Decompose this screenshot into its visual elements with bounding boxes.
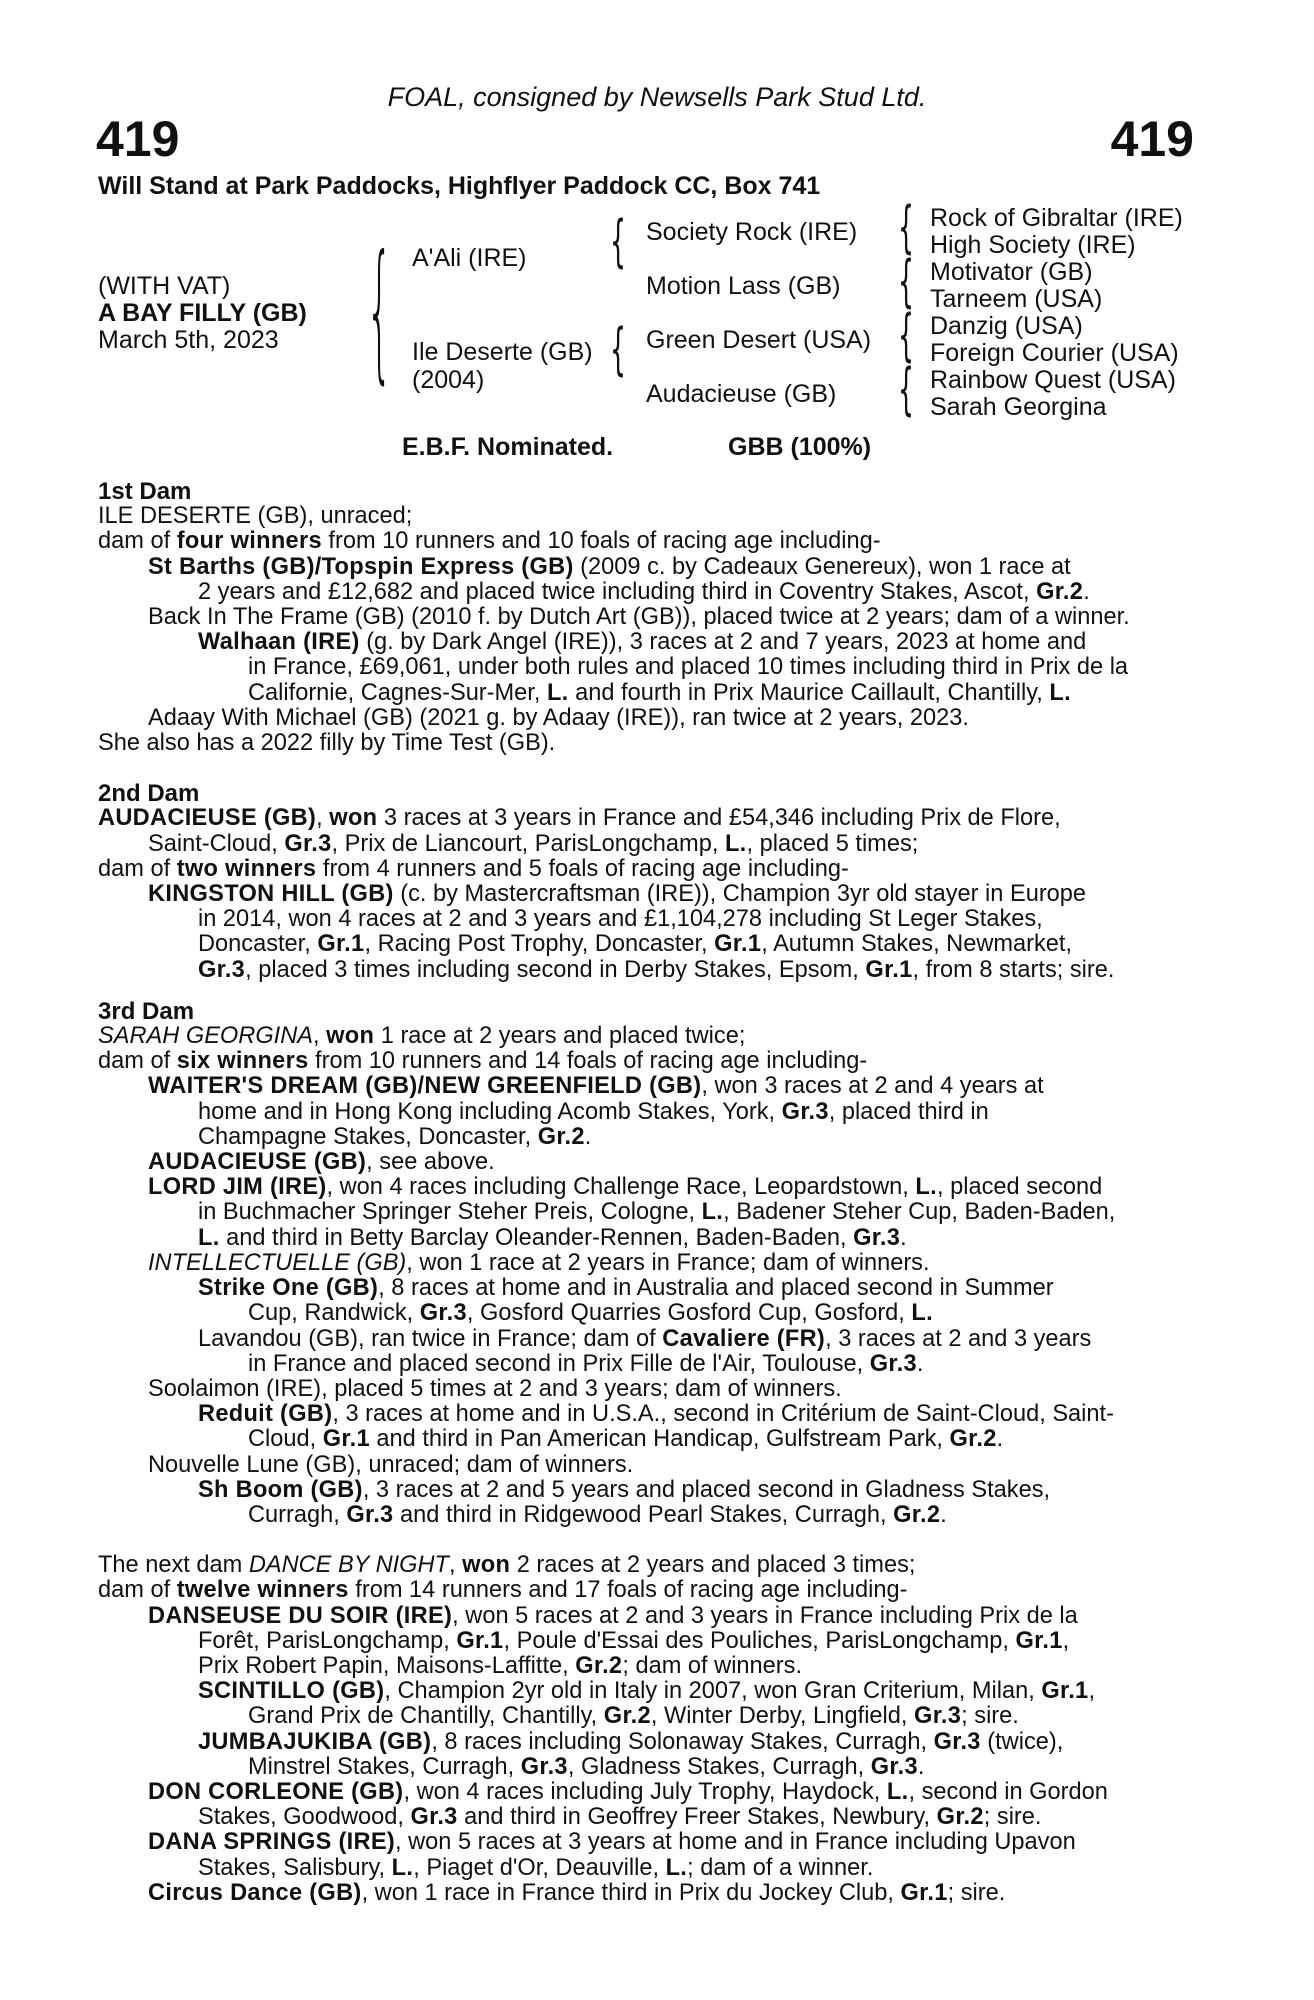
next-dam-line: Minstrel Stakes, Curragh, Gr.3, Gladness Stakes, Curragh, Gr.3. — [248, 1753, 925, 1780]
dam-year: (2004) — [412, 366, 485, 394]
ds-dam: Foreign Courier (USA) — [930, 339, 1179, 367]
next-dam-section — [98, 1553, 1198, 1906]
third-dam-line: Reduit (GB), 3 races at home and in U.S.A., second in Critérium de Saint-Cloud, Saint- — [198, 1401, 1114, 1428]
next-dam-line: DANSEUSE DU SOIR (IRE), won 5 races at 2 and 3 years in France including Prix de la — [148, 1602, 1078, 1629]
ss-dam: High Society (IRE) — [930, 231, 1136, 259]
second-dam-line: AUDACIEUSE (GB), won 3 races at 3 years in France and £54,346 including Prix de Flore, — [98, 805, 1061, 832]
second-dam-line: in 2014, won 4 races at 2 and 3 years and £1,104,278 including St Leger Stakes, — [198, 906, 1043, 933]
brace-sd: { — [898, 249, 915, 314]
third-dam-line: AUDACIEUSE (GB), see above. — [148, 1149, 495, 1176]
next-dam-line: Stakes, Goodwood, Gr.3 and third in Geoffrey Freer Stakes, Newbury, Gr.2; sire. — [198, 1804, 1042, 1831]
third-dam-line: Lavandou (GB), ran twice in France; dam of Cavaliere (FR), 3 races at 2 and 3 years — [198, 1325, 1092, 1352]
third-dam-line: Cloud, Gr.1 and third in Pan American Handicap, Gulfstream Park, Gr.2. — [248, 1426, 1004, 1453]
third-dam-line: INTELLECTUELLE (GB), won 1 race at 2 years in France; dam of winners. — [148, 1249, 930, 1276]
third-dam-line: Strike One (GB), 8 races at home and in Australia and placed second in Summer — [198, 1275, 1054, 1302]
dd-dam: Sarah Georgina — [930, 393, 1107, 421]
third-dam-line: Champagne Stakes, Doncaster, Gr.2. — [198, 1123, 592, 1150]
horse-name: A BAY FILLY (GB) — [98, 299, 307, 327]
first-dam-line: Walhaan (IRE) (g. by Dark Angel (IRE)), 3 races at 2 and 7 years, 2023 at home and — [198, 629, 1087, 656]
brace-dam: { — [610, 317, 627, 382]
third-dam-line: Cup, Randwick, Gr.3, Gosford Quarries Gosford Cup, Gosford, L. — [248, 1300, 933, 1327]
first-dam-line: dam of four winners from 10 runners and 10 foals of racing age including- — [98, 528, 881, 555]
produce-record — [98, 479, 1198, 1906]
third-dam-section — [98, 999, 1198, 1528]
brace-ss: { — [898, 195, 915, 260]
next-dam-line: SCINTILLO (GB), Champion 2yr old in Italy in 2007, won Gran Criterium, Milan, Gr.1, — [198, 1678, 1096, 1705]
sd-dam: Tarneem (USA) — [930, 285, 1103, 313]
lot-number-right: 419 — [1110, 111, 1194, 167]
next-dam-line: JUMBAJUKIBA (GB), 8 races including Solonaway Stakes, Curragh, Gr.3 (twice), — [198, 1728, 1064, 1755]
foaling-date: March 5th, 2023 — [98, 326, 279, 354]
sire-dam: Motion Lass (GB) — [646, 272, 841, 300]
dd-sire: Rainbow Quest (USA) — [930, 366, 1176, 394]
third-dam-line: Curragh, Gr.3 and third in Ridgewood Pearl Stakes, Curragh, Gr.2. — [248, 1501, 947, 1528]
sd-sire: Motivator (GB) — [930, 258, 1093, 286]
sire: A'Ali (IRE) — [412, 244, 527, 272]
ds-sire: Danzig (USA) — [930, 312, 1083, 340]
second-dam-line: KINGSTON HILL (GB) (c. by Mastercraftsman (IRE)), Champion 3yr old stayer in Europe — [148, 881, 1087, 908]
third-dam-line: L. and third in Betty Barclay Oleander-Rennen, Baden-Baden, Gr.3. — [198, 1224, 907, 1251]
second-dam-heading: 2nd Dam — [98, 780, 200, 808]
first-dam-heading: 1st Dam — [98, 478, 192, 505]
third-dam-line: dam of six winners from 10 runners and 14 foals of racing age including- — [98, 1048, 868, 1075]
third-dam-line: LORD JIM (IRE), won 4 races including Challenge Race, Leopardstown, L., placed second — [148, 1174, 1103, 1201]
consignment-line: FOAL, consigned by Newsells Park Stud Ltd. — [387, 82, 927, 112]
brace-dd: { — [898, 357, 915, 422]
third-dam-line: Nouvelle Lune (GB), unraced; dam of winners. — [148, 1451, 634, 1478]
second-dam-line: dam of two winners from 4 runners and 5 foals of racing age including- — [98, 855, 849, 882]
lot-number-left: 419 — [96, 111, 180, 167]
next-dam-line: Stakes, Salisbury, L., Piaget d'Or, Deauville, L.; dam of a winner. — [198, 1854, 874, 1881]
first-dam-line: in France, £69,061, under both rules and placed 10 times including third in Prix de la — [248, 654, 1129, 681]
next-dam-line: DON CORLEONE (GB), won 4 races including July Trophy, Haydock, L., second in Gordon — [148, 1778, 1108, 1805]
first-dam-line: She also has a 2022 filly by Time Test (GB). — [98, 730, 556, 757]
next-dam-line: The next dam DANCE BY NIGHT, won 2 races at 2 years and placed 3 times; — [98, 1552, 916, 1579]
third-dam-line: WAITER'S DREAM (GB)/NEW GREENFIELD (GB), won 3 races at 2 and 4 years at — [148, 1073, 1044, 1100]
third-dam-line: home and in Hong Kong including Acomb Stakes, York, Gr.3, placed third in — [198, 1098, 989, 1125]
dam-dam: Audacieuse (GB) — [646, 380, 837, 408]
next-dam-line: dam of twelve winners from 14 runners and 17 foals of racing age including- — [98, 1577, 908, 1604]
first-dam-line: Californie, Cagnes-Sur-Mer, L. and fourth in Prix Maurice Caillault, Chantilly, L. — [248, 679, 1071, 706]
second-dam-line: Saint-Cloud, Gr.3, Prix de Liancourt, ParisLongchamp, L., placed 5 times; — [148, 830, 919, 857]
vat-note: (WITH VAT) — [98, 272, 231, 300]
first-dam-line: ILE DESERTE (GB), unraced; — [98, 503, 413, 530]
dam-sire: Green Desert (USA) — [646, 326, 872, 354]
brace-gen1: { — [366, 224, 393, 398]
second-dam-line: Gr.3, placed 3 times including second in Derby Stakes, Epsom, Gr.1, from 8 starts; sire. — [198, 956, 1115, 983]
dam: Ile Deserte (GB) — [412, 338, 593, 366]
brace-ds: { — [898, 303, 915, 368]
third-dam-line: in France and placed second in Prix Fille de l'Air, Toulouse, Gr.3. — [248, 1350, 924, 1377]
first-dam-line: St Barths (GB)/Topspin Express (GB) (2009 c. by Cadeaux Genereux), won 1 race at — [148, 553, 1071, 580]
third-dam-line: Soolaimon (IRE), placed 5 times at 2 and 3 years; dam of winners. — [148, 1375, 842, 1402]
next-dam-line: Grand Prix de Chantilly, Chantilly, Gr.2, Winter Derby, Lingfield, Gr.3; sire. — [248, 1703, 1019, 1730]
first-dam-line: Adaay With Michael (GB) (2021 g. by Adaay (IRE)), ran twice at 2 years, 2023. — [148, 704, 969, 731]
next-dam-line: DANA SPRINGS (IRE), won 5 races at 3 years at home and in France including Upavon — [148, 1829, 1076, 1856]
ss-sire: Rock of Gibraltar (IRE) — [930, 204, 1183, 232]
brace-sire: { — [610, 209, 627, 274]
second-dam-section — [98, 781, 1198, 983]
third-dam-line: in Buchmacher Springer Steher Preis, Cologne, L., Badener Steher Cup, Baden-Baden, — [198, 1199, 1116, 1226]
ebf-note: E.B.F. Nominated. — [402, 433, 614, 461]
third-dam-line: Sh Boom (GB), 3 races at 2 and 5 years and placed second in Gladness Stakes, — [198, 1476, 1051, 1503]
third-dam-heading: 3rd Dam — [98, 997, 195, 1025]
next-dam-line: Forêt, ParisLongchamp, Gr.1, Poule d'Essai des Pouliches, ParisLongchamp, Gr.1, — [198, 1627, 1070, 1654]
first-dam-line: Back In The Frame (GB) (2010 f. by Dutch Art (GB)), placed twice at 2 years; dam of a winner. — [148, 604, 1130, 631]
next-dam-line: Prix Robert Papin, Maisons-Laffitte, Gr.2; dam of winners. — [198, 1652, 803, 1679]
next-dam-line: Circus Dance (GB), won 1 race in France third in Prix du Jockey Club, Gr.1; sire. — [148, 1879, 1006, 1906]
first-dam-section — [98, 479, 1198, 756]
third-dam-line: SARAH GEORGINA, won 1 race at 2 years and placed twice; — [98, 1023, 746, 1050]
first-dam-line: 2 years and £12,682 and placed twice including third in Coventry Stakes, Ascot, Gr.2. — [198, 578, 1090, 605]
second-dam-line: Doncaster, Gr.1, Racing Post Trophy, Doncaster, Gr.1, Autumn Stakes, Newmarket, — [198, 931, 1073, 958]
sire-sire: Society Rock (IRE) — [646, 218, 858, 246]
gbb-note: GBB (100%) — [728, 433, 872, 461]
stand-location: Will Stand at Park Paddocks, Highflyer Paddock CC, Box 741 — [98, 172, 821, 200]
